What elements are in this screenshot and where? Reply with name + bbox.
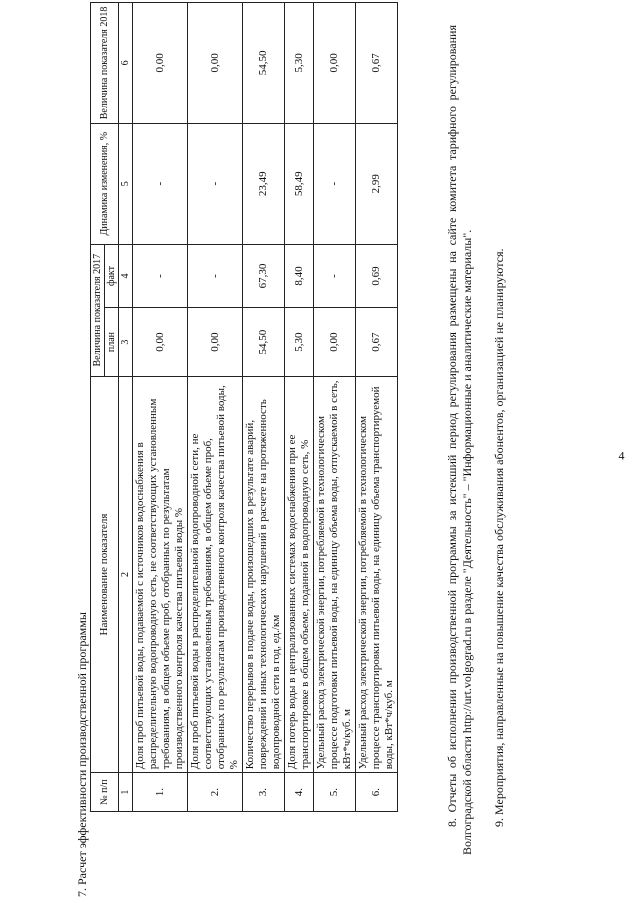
note-reports-link: 8. Отчеты об исполнении производственной программы за истекший период регулирования размещены на сайте комитета тарифного регулирования Волгоградской области http://urt.volgograd.ru в разделе "Деятельность" – "Информационные и аналитические материалы". bbox=[445, 25, 474, 855]
value-2018: 5,30 bbox=[285, 3, 314, 124]
row-number: 4. bbox=[285, 773, 314, 812]
plan-2017: 0,67 bbox=[356, 308, 398, 376]
fact-2017: - bbox=[133, 244, 188, 308]
note-service-measures: 9. Мероприятия, направленные на повышение качества обслуживания абонентов, организацией не планируются. bbox=[492, 248, 506, 827]
indicator-name: Доля проб питьевой воды, подаваемой с источников водоснабжения в распределительную водопроводную сеть, не соответствующих установленным требованиям, в общем объеме проб, отобранных по результатам производственного контроля качества питьевой воды % bbox=[133, 376, 188, 773]
plan-2017: 0,00 bbox=[188, 308, 243, 376]
table-row bbox=[285, 3, 314, 812]
dynamics: - bbox=[133, 123, 188, 244]
section-title: 7. Расчет эффективности производственной программы bbox=[75, 612, 89, 897]
header-fact: факт bbox=[105, 244, 119, 308]
header-num: № п/п bbox=[91, 773, 119, 812]
value-2018: 0,00 bbox=[133, 3, 188, 124]
dynamics: 23,49 bbox=[243, 123, 285, 244]
value-2018: 54,50 bbox=[243, 3, 285, 124]
header-plan: план bbox=[105, 308, 119, 376]
page-number: 4 bbox=[618, 448, 625, 463]
indicator-name: Доля потерь воды в централизованных системах водоснабжения при ее транспортировке в общем объеме, поданной в водопроводную сеть, % bbox=[285, 376, 314, 773]
dynamics: 2,99 bbox=[356, 123, 398, 244]
row-number: 1. bbox=[133, 773, 188, 812]
efficiency-table bbox=[90, 2, 398, 812]
fact-2017: 8,40 bbox=[285, 244, 314, 308]
table-header-row bbox=[91, 3, 105, 812]
col-index: 5 bbox=[119, 123, 133, 244]
plan-2017: 0,00 bbox=[314, 308, 356, 376]
header-value-2018: Величина показателя 2018 bbox=[91, 3, 119, 124]
header-value-2017: Величина показателя 2017 bbox=[91, 244, 105, 376]
col-index: 4 bbox=[119, 244, 133, 308]
table-row bbox=[133, 3, 188, 812]
value-2018: 0,00 bbox=[314, 3, 356, 124]
row-number: 6. bbox=[356, 773, 398, 812]
plan-2017: 54,50 bbox=[243, 308, 285, 376]
header-name: Наименование показателя bbox=[91, 376, 119, 773]
table-row bbox=[243, 3, 285, 812]
row-number: 2. bbox=[188, 773, 243, 812]
row-number: 3. bbox=[243, 773, 285, 812]
fact-2017: 67,30 bbox=[243, 244, 285, 308]
col-index: 6 bbox=[119, 3, 133, 124]
dynamics: - bbox=[188, 123, 243, 244]
table-row bbox=[188, 3, 243, 812]
value-2018: 0,67 bbox=[356, 3, 398, 124]
row-number: 5. bbox=[314, 773, 356, 812]
column-index-row bbox=[119, 3, 133, 812]
dynamics: - bbox=[314, 123, 356, 244]
table-row bbox=[314, 3, 356, 812]
indicator-name: Количество перерывов в подаче воды, произошедших в результате аварий, повреждений и иных технологических нарушений в расчете на протяженность водопроводной сети в год, ед./км bbox=[243, 376, 285, 773]
indicator-name: Удельный расход электрической энергии, потребляемой в технологическом процессе подготовки питьевой воды, на единицу объема воды, отпускаемой в сеть, кВт*ч/куб. м bbox=[314, 376, 356, 773]
indicator-name: Удельный расход электрической энергии, потребляемой в технологическом процессе транспортировки питьевой воды, на единицу объема транспортируемой воды, кВт*ч/куб. м bbox=[356, 376, 398, 773]
fact-2017: - bbox=[188, 244, 243, 308]
header-dynamics: Динамика изменения, % bbox=[91, 123, 119, 244]
col-index: 3 bbox=[119, 308, 133, 376]
fact-2017: 0,69 bbox=[356, 244, 398, 308]
table-row bbox=[356, 3, 398, 812]
col-index: 1 bbox=[119, 773, 133, 812]
fact-2017: - bbox=[314, 244, 356, 308]
plan-2017: 0,00 bbox=[133, 308, 188, 376]
value-2018: 0,00 bbox=[188, 3, 243, 124]
dynamics: 58,49 bbox=[285, 123, 314, 244]
indicator-name: Доля проб питьевой воды в распределительной водопроводной сети, не соответствующих установленным требованиям, в общем объеме проб, отобранных по результатам производственного контроля качества питьевой воды, % bbox=[188, 376, 243, 773]
col-index: 2 bbox=[119, 376, 133, 773]
plan-2017: 5,30 bbox=[285, 308, 314, 376]
